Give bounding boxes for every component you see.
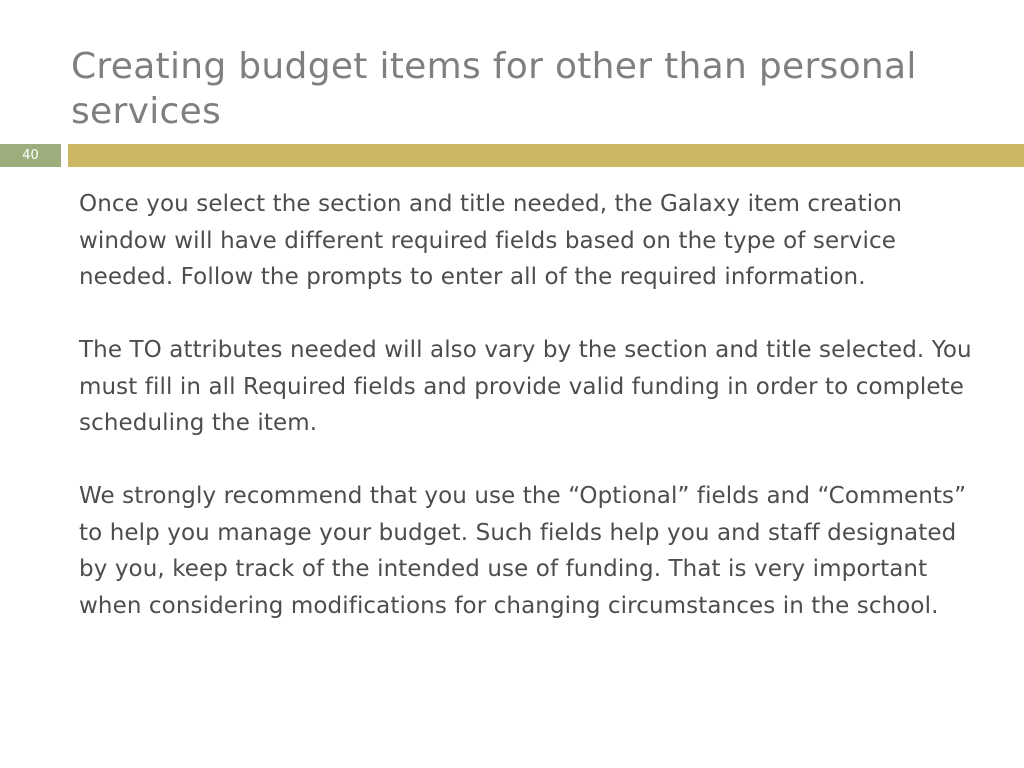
paragraph-to-attributes: The TO attributes needed will also vary by the section and title selected. You must fill in all Required fields and provide valid funding in order to complete scheduling the item. xyxy=(79,337,972,436)
paragraph-optional-fields: We strongly recommend that you use the “Optional” fields and “Comments” to help you manage your budget. Such fields help you and staff designated by you, keep track of the intended use of funding. That is very important when considering modifications for changing circumstances in the school. xyxy=(79,483,967,619)
slide-number: 40 xyxy=(0,144,61,167)
slide-title: Creating budget items for other than personal services xyxy=(71,46,917,132)
slide-body xyxy=(79,186,979,624)
title-accent-bar xyxy=(68,144,1024,167)
paragraph-item-creation: Once you select the section and title needed, the Galaxy item creation window will have different required fields based on the type of service needed. Follow the prompts to enter all of the required information. xyxy=(79,191,903,290)
